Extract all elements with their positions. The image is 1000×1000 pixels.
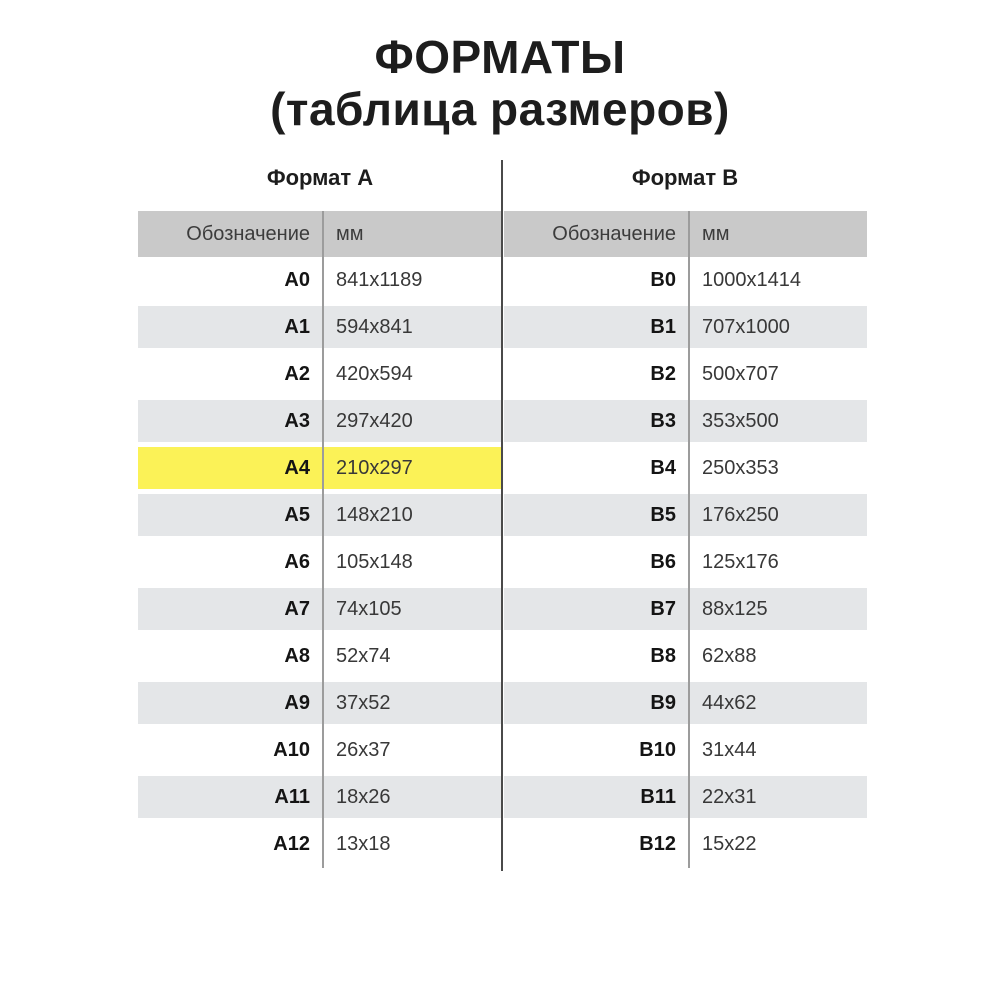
table-a-header-row — [138, 211, 501, 257]
table-row — [504, 774, 867, 821]
table-row — [138, 492, 501, 539]
table-row — [504, 586, 867, 633]
row-code: B11 — [640, 786, 676, 808]
row-size-mm: 31x44 — [702, 739, 757, 761]
table-a-title: Формат А — [266, 165, 374, 190]
row-code: A3 — [284, 410, 310, 432]
row-size-mm: 125x176 — [702, 551, 779, 573]
row-code: A11 — [274, 786, 310, 808]
row-size-mm: 15x22 — [702, 833, 757, 855]
row-code: A5 — [284, 504, 310, 526]
format-a-table — [138, 211, 501, 868]
column-header-mm: мм — [336, 223, 364, 245]
row-size-mm: 105x148 — [336, 551, 413, 573]
table-row — [504, 351, 867, 398]
row-size-mm: 37x52 — [336, 692, 391, 714]
row-code: B12 — [639, 833, 676, 855]
table-b-body — [504, 257, 867, 868]
row-code: B5 — [650, 504, 676, 526]
table-row — [138, 821, 501, 868]
table-row — [504, 680, 867, 727]
row-size-mm: 297x420 — [336, 410, 413, 432]
table-row — [138, 633, 501, 680]
row-size-mm: 18x26 — [336, 786, 391, 808]
table-row — [138, 257, 501, 304]
row-size-mm: 420x594 — [336, 363, 413, 385]
row-size-mm: 176x250 — [702, 504, 779, 526]
row-code: A10 — [273, 739, 310, 761]
row-code: B3 — [650, 410, 676, 432]
column-header-mm: мм — [702, 223, 730, 245]
row-code: A12 — [273, 833, 310, 855]
row-code: B7 — [650, 598, 676, 620]
row-size-mm: 148x210 — [336, 504, 413, 526]
row-size-mm: 13x18 — [336, 833, 391, 855]
row-code: B0 — [650, 269, 676, 291]
row-code: B8 — [650, 645, 676, 667]
table-row — [504, 257, 867, 304]
table-row — [138, 351, 501, 398]
table-row — [504, 821, 867, 868]
row-code: B6 — [650, 551, 676, 573]
column-header-designation: Обозначение — [552, 223, 676, 245]
row-size-mm: 22x31 — [702, 786, 757, 808]
table-b-header-row — [504, 211, 867, 257]
row-size-mm: 44x62 — [702, 692, 757, 714]
table-row — [504, 727, 867, 774]
table-row — [138, 445, 501, 492]
table-row — [138, 727, 501, 774]
page-subtitle: (таблица размеров) — [270, 83, 730, 135]
table-row — [138, 680, 501, 727]
page-title: ФОРМАТЫ — [374, 31, 626, 83]
row-size-mm: 88x125 — [702, 598, 768, 620]
row-code: B9 — [650, 692, 676, 714]
center-divider — [501, 160, 503, 871]
table-row — [138, 774, 501, 821]
row-code: A8 — [284, 645, 310, 667]
row-code: A2 — [284, 363, 310, 385]
table-row — [138, 304, 501, 351]
table-row — [138, 398, 501, 445]
row-size-mm: 500x707 — [702, 363, 779, 385]
row-code: A7 — [284, 598, 310, 620]
table-row — [138, 586, 501, 633]
table-row — [138, 539, 501, 586]
row-code: A4 — [284, 457, 310, 479]
row-size-mm: 841x1189 — [336, 269, 423, 291]
row-size-mm: 26x37 — [336, 739, 391, 761]
table-a-body — [138, 257, 501, 868]
row-code: A0 — [284, 269, 310, 291]
row-size-mm: 1000x1414 — [702, 269, 801, 291]
row-size-mm: 52x74 — [336, 645, 391, 667]
table-row — [504, 398, 867, 445]
row-code: A6 — [284, 551, 310, 573]
table-row — [504, 492, 867, 539]
table-row — [504, 445, 867, 492]
column-header-designation: Обозначение — [186, 223, 310, 245]
table-row — [504, 304, 867, 351]
format-b-table — [504, 211, 867, 868]
row-code: B10 — [639, 739, 676, 761]
row-size-mm: 250x353 — [702, 457, 779, 479]
row-code: B2 — [650, 363, 676, 385]
table-b-title: Формат В — [631, 165, 739, 190]
row-code: A1 — [284, 316, 310, 338]
row-code: A9 — [284, 692, 310, 714]
row-size-mm: 74x105 — [336, 598, 402, 620]
table-row — [504, 539, 867, 586]
row-code: B4 — [650, 457, 676, 479]
row-size-mm: 707x1000 — [702, 316, 790, 338]
row-code: B1 — [650, 316, 676, 338]
table-a-column-divider — [322, 211, 324, 868]
row-size-mm: 353x500 — [702, 410, 779, 432]
table-b-column-divider — [688, 211, 690, 868]
table-row — [504, 633, 867, 680]
row-size-mm: 210x297 — [336, 457, 413, 479]
row-size-mm: 594x841 — [336, 316, 413, 338]
row-size-mm: 62x88 — [702, 645, 757, 667]
